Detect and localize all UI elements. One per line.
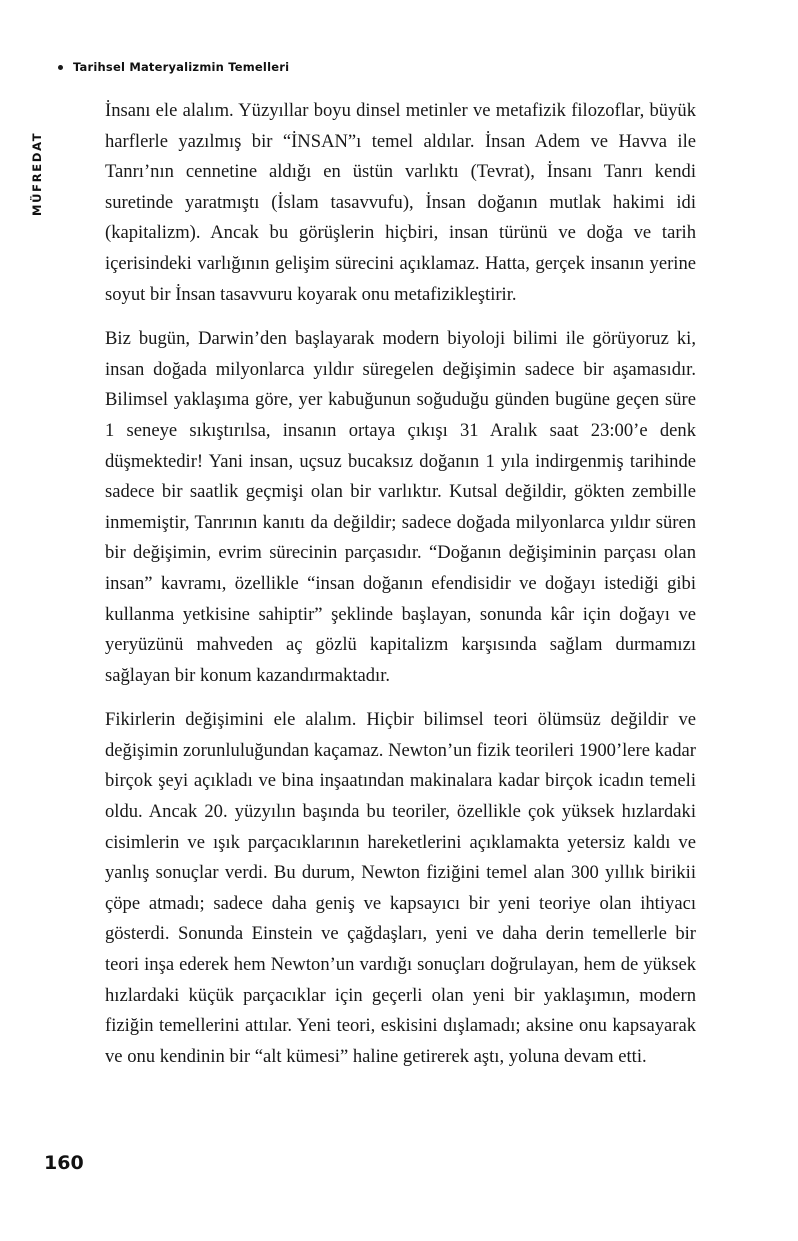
bullet-icon [58, 65, 63, 70]
section-side-tab [30, 98, 52, 228]
body-text-column [105, 96, 696, 1072]
section-side-tab-label: MÜFREDAT [30, 131, 44, 216]
paragraph: Fikirlerin değişimini ele alalım. Hiçbir bilimsel teori ölümsüz değildir ve değişimin zorunluluğundan kaçamaz. Newton’un fizik teorileri 1900’lere kadar birçok şeyi açıkladı ve bina inşaatından makinalara kadar birçok icadın temeli oldu. Ancak 20. yüzyılın başında bu teoriler, özellikle çok yüksek hızlardaki cisimlerin ve ışık parçacıklarının hareketlerini açıklamakta yetersiz kaldı ve yanlış sonuçlar verdi. Bu durum, Newton fiziğini temel alan 300 yıllık birikii çöpe atmadı; sadece daha geniş ve kapsayıcı bir yeni teoriye olan ihtiyacı gösterdi. Sonunda Einstein ve çağdaşları, yeni ve daha derin temellerle bir teori inşa ederek hem Newton’un vardığı sonuçları doğrulayan, hem de yüksek hızlardaki küçük parçacıklar için geçerli olan yeni bir yaklaşımın, modern fiziğin temellerini attılar. Yeni teori, eskisini dışlamadı; aksine onu kapsayarak ve onu kendinin bir “alt kümesi” haline getirerek aştı, yoluna devam etti. [105, 709, 696, 1067]
paragraph: Biz bugün, Darwin’den başlayarak modern biyoloji bilimi ile görüyoruz ki, insan doğada milyonlarca yıldır süregelen değişimin sadece bir aşamasıdır. Bilimsel yaklaşıma göre, yer kabuğunun soğuduğu günden bugüne geçen süre 1 seneye sıkıştırılsa, insanın ortaya çıkışı 31 Aralık saat 23:00’e denk düşmektedir! Yani insan, uçsuz bucaksız doğanın 1 yıla indirgenmiş tarihinde sadece bir saatlik geçmişi olan bir varlıktır. Kutsal değildir, gökten zembille inmemiştir, Tanrının kanıtı da değildir; sadece doğada milyonlarca yıldır süren bir değişimin, evrim sürecinin parçasıdır. “Doğanın değişiminin parçası olan insan” kavramı, özellikle “insan doğanın efendisidir ve doğayı istediği gibi kullanma yetkisine sahiptir” şeklinde başlayan, sonunda kâr için doğayı ve yeryüzünü mahveden aç gözlü kapitalizm karşısında sağlam durmamızı sağlayan bir konum kazandırmaktadır. [105, 328, 696, 686]
paragraph: İnsanı ele alalım. Yüzyıllar boyu dinsel metinler ve metafizik filozoflar, büyük harflerle yazılmış bir “İNSAN”ı temel aldılar. İnsan Adem ve Havva ile Tanrı’nın cennetine aldığı en üstün varlıktı (Tevrat), İnsanı Tanrı kendi suretinde yaratmıştı (İslam tasavvufu), İnsan doğanın mutlak hakimi idi (kapitalizm). Ancak bu görüşlerin hiçbiri, insan türünü ve doğa ve tarih içerisindeki varlığının gelişim sürecini açıklamaz. Hatta, gerçek insanın yerine soyut bir İnsan tasavvuru koyarak onu metafizikleştirir. [105, 100, 696, 305]
running-head [58, 60, 289, 74]
page-number: 160 [44, 1152, 84, 1174]
running-head-title: Tarihsel Materyalizmin Temelleri [73, 60, 290, 74]
